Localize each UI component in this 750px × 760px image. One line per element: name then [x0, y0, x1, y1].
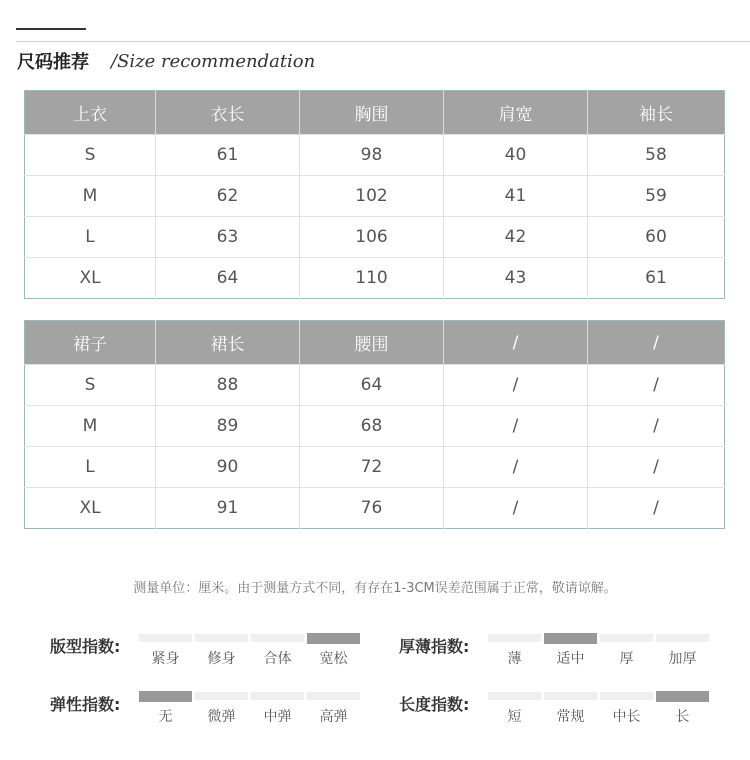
- index-level: [251, 634, 304, 668]
- table-cell: 62: [156, 176, 300, 217]
- table-cell: /: [444, 488, 588, 529]
- table-cell: 43: [444, 258, 588, 299]
- table-row: [25, 217, 725, 258]
- thickness-index-scale: [488, 634, 712, 668]
- table-cell: 63: [156, 217, 300, 258]
- table-cell: 64: [300, 365, 444, 406]
- table-cell: M: [25, 176, 156, 217]
- level-label: 加厚: [668, 651, 697, 667]
- table-row: [25, 176, 725, 217]
- table-cell: 110: [300, 258, 444, 299]
- level-label: 修身: [207, 651, 236, 667]
- level-label: 中长: [612, 709, 641, 725]
- level-bar: [656, 691, 709, 702]
- level-bar: [195, 634, 248, 642]
- level-label: 紧身: [151, 651, 180, 667]
- fit-index-label: 版型指数:: [50, 637, 121, 656]
- level-label: 合体: [263, 651, 292, 667]
- index-level: [307, 634, 360, 668]
- level-label: 无: [158, 709, 173, 725]
- level-bar: [488, 634, 541, 642]
- level-bar: [600, 634, 653, 642]
- header-cell: /: [588, 321, 725, 365]
- top-accent-bar: [16, 28, 86, 30]
- level-label: 高弹: [319, 709, 348, 725]
- header-cell: 肩宽: [444, 91, 588, 135]
- table-row: [25, 447, 725, 488]
- table-row: [25, 135, 725, 176]
- level-label: 厚: [619, 651, 634, 667]
- index-level: [139, 692, 192, 726]
- tops-size-table: [24, 90, 725, 299]
- level-label: 常规: [556, 709, 585, 725]
- level-label: 宽松: [319, 651, 348, 667]
- index-level: [139, 634, 192, 668]
- table-cell: 98: [300, 135, 444, 176]
- index-level: [195, 692, 248, 726]
- table-cell: 68: [300, 406, 444, 447]
- index-level: [656, 634, 709, 668]
- table-cell: 40: [444, 135, 588, 176]
- table-cell: 88: [156, 365, 300, 406]
- level-bar: [544, 633, 597, 644]
- header-cell: /: [444, 321, 588, 365]
- table-cell: S: [25, 365, 156, 406]
- index-level: [656, 692, 709, 726]
- level-bar: [139, 691, 192, 702]
- table-cell: 102: [300, 176, 444, 217]
- table-cell: /: [444, 365, 588, 406]
- header-cell: 衣长: [156, 91, 300, 135]
- index-level: [251, 692, 304, 726]
- index-level: [544, 634, 597, 668]
- index-level: [488, 692, 541, 726]
- index-level: [307, 692, 360, 726]
- header-cell: 上衣: [25, 91, 156, 135]
- level-label: 薄: [507, 651, 522, 667]
- table-cell: 72: [300, 447, 444, 488]
- elasticity-index-label: 弹性指数:: [50, 695, 121, 714]
- index-level: [600, 634, 653, 668]
- table-cell: M: [25, 406, 156, 447]
- table-row: [25, 365, 725, 406]
- table-cell: 42: [444, 217, 588, 258]
- header-cell: 裙长: [156, 321, 300, 365]
- table-cell: 91: [156, 488, 300, 529]
- table-row: [25, 488, 725, 529]
- level-bar: [195, 692, 248, 700]
- level-label: 长: [675, 709, 690, 725]
- level-label: 微弹: [207, 709, 236, 725]
- level-bar: [488, 692, 541, 700]
- level-bar: [656, 634, 709, 642]
- level-label: 适中: [556, 651, 585, 667]
- table-row: [25, 406, 725, 447]
- skirt-size-table: [24, 320, 725, 529]
- table-cell: 60: [588, 217, 725, 258]
- table-cell: 41: [444, 176, 588, 217]
- table-cell: 89: [156, 406, 300, 447]
- heading-zh: 尺码推荐: [17, 52, 89, 73]
- length-index-label: 长度指数:: [399, 695, 470, 714]
- table-cell: 76: [300, 488, 444, 529]
- table-header-row: [25, 321, 725, 365]
- table-cell: 106: [300, 217, 444, 258]
- header-cell: 腰围: [300, 321, 444, 365]
- top-divider: [16, 41, 750, 42]
- table-cell: L: [25, 447, 156, 488]
- table-cell: /: [588, 488, 725, 529]
- fit-index-scale: [139, 634, 363, 668]
- measurement-note: 测量单位：厘米。由于测量方式不同，有存在1-3CM误差范围属于正常，敬请谅解。: [133, 581, 617, 596]
- table-cell: /: [588, 365, 725, 406]
- level-bar: [600, 692, 653, 700]
- table-row: [25, 258, 725, 299]
- table-cell: 58: [588, 135, 725, 176]
- level-label: 短: [507, 709, 522, 725]
- header-cell: 裙子: [25, 321, 156, 365]
- elasticity-index-scale: [139, 692, 363, 726]
- table-header-row: [25, 91, 725, 135]
- level-bar: [544, 692, 597, 700]
- heading-en: /Size recommendation: [111, 50, 316, 72]
- index-level: [600, 692, 653, 726]
- table-cell: 64: [156, 258, 300, 299]
- table-cell: /: [588, 406, 725, 447]
- table-cell: S: [25, 135, 156, 176]
- table-cell: /: [444, 447, 588, 488]
- table-cell: 59: [588, 176, 725, 217]
- table-cell: XL: [25, 258, 156, 299]
- table-cell: 90: [156, 447, 300, 488]
- table-cell: XL: [25, 488, 156, 529]
- table-cell: /: [588, 447, 725, 488]
- thickness-index-label: 厚薄指数:: [399, 637, 470, 656]
- level-bar: [251, 634, 304, 642]
- header-cell: 袖长: [588, 91, 725, 135]
- level-bar: [307, 692, 360, 700]
- section-heading: [17, 48, 315, 74]
- table-cell: 61: [588, 258, 725, 299]
- table-cell: /: [444, 406, 588, 447]
- header-cell: 胸围: [300, 91, 444, 135]
- level-label: 中弹: [263, 709, 292, 725]
- length-index-scale: [488, 692, 712, 726]
- index-level: [488, 634, 541, 668]
- level-bar: [307, 633, 360, 644]
- table-cell: L: [25, 217, 156, 258]
- table-cell: 61: [156, 135, 300, 176]
- level-bar: [139, 634, 192, 642]
- level-bar: [251, 692, 304, 700]
- index-level: [544, 692, 597, 726]
- index-level: [195, 634, 248, 668]
